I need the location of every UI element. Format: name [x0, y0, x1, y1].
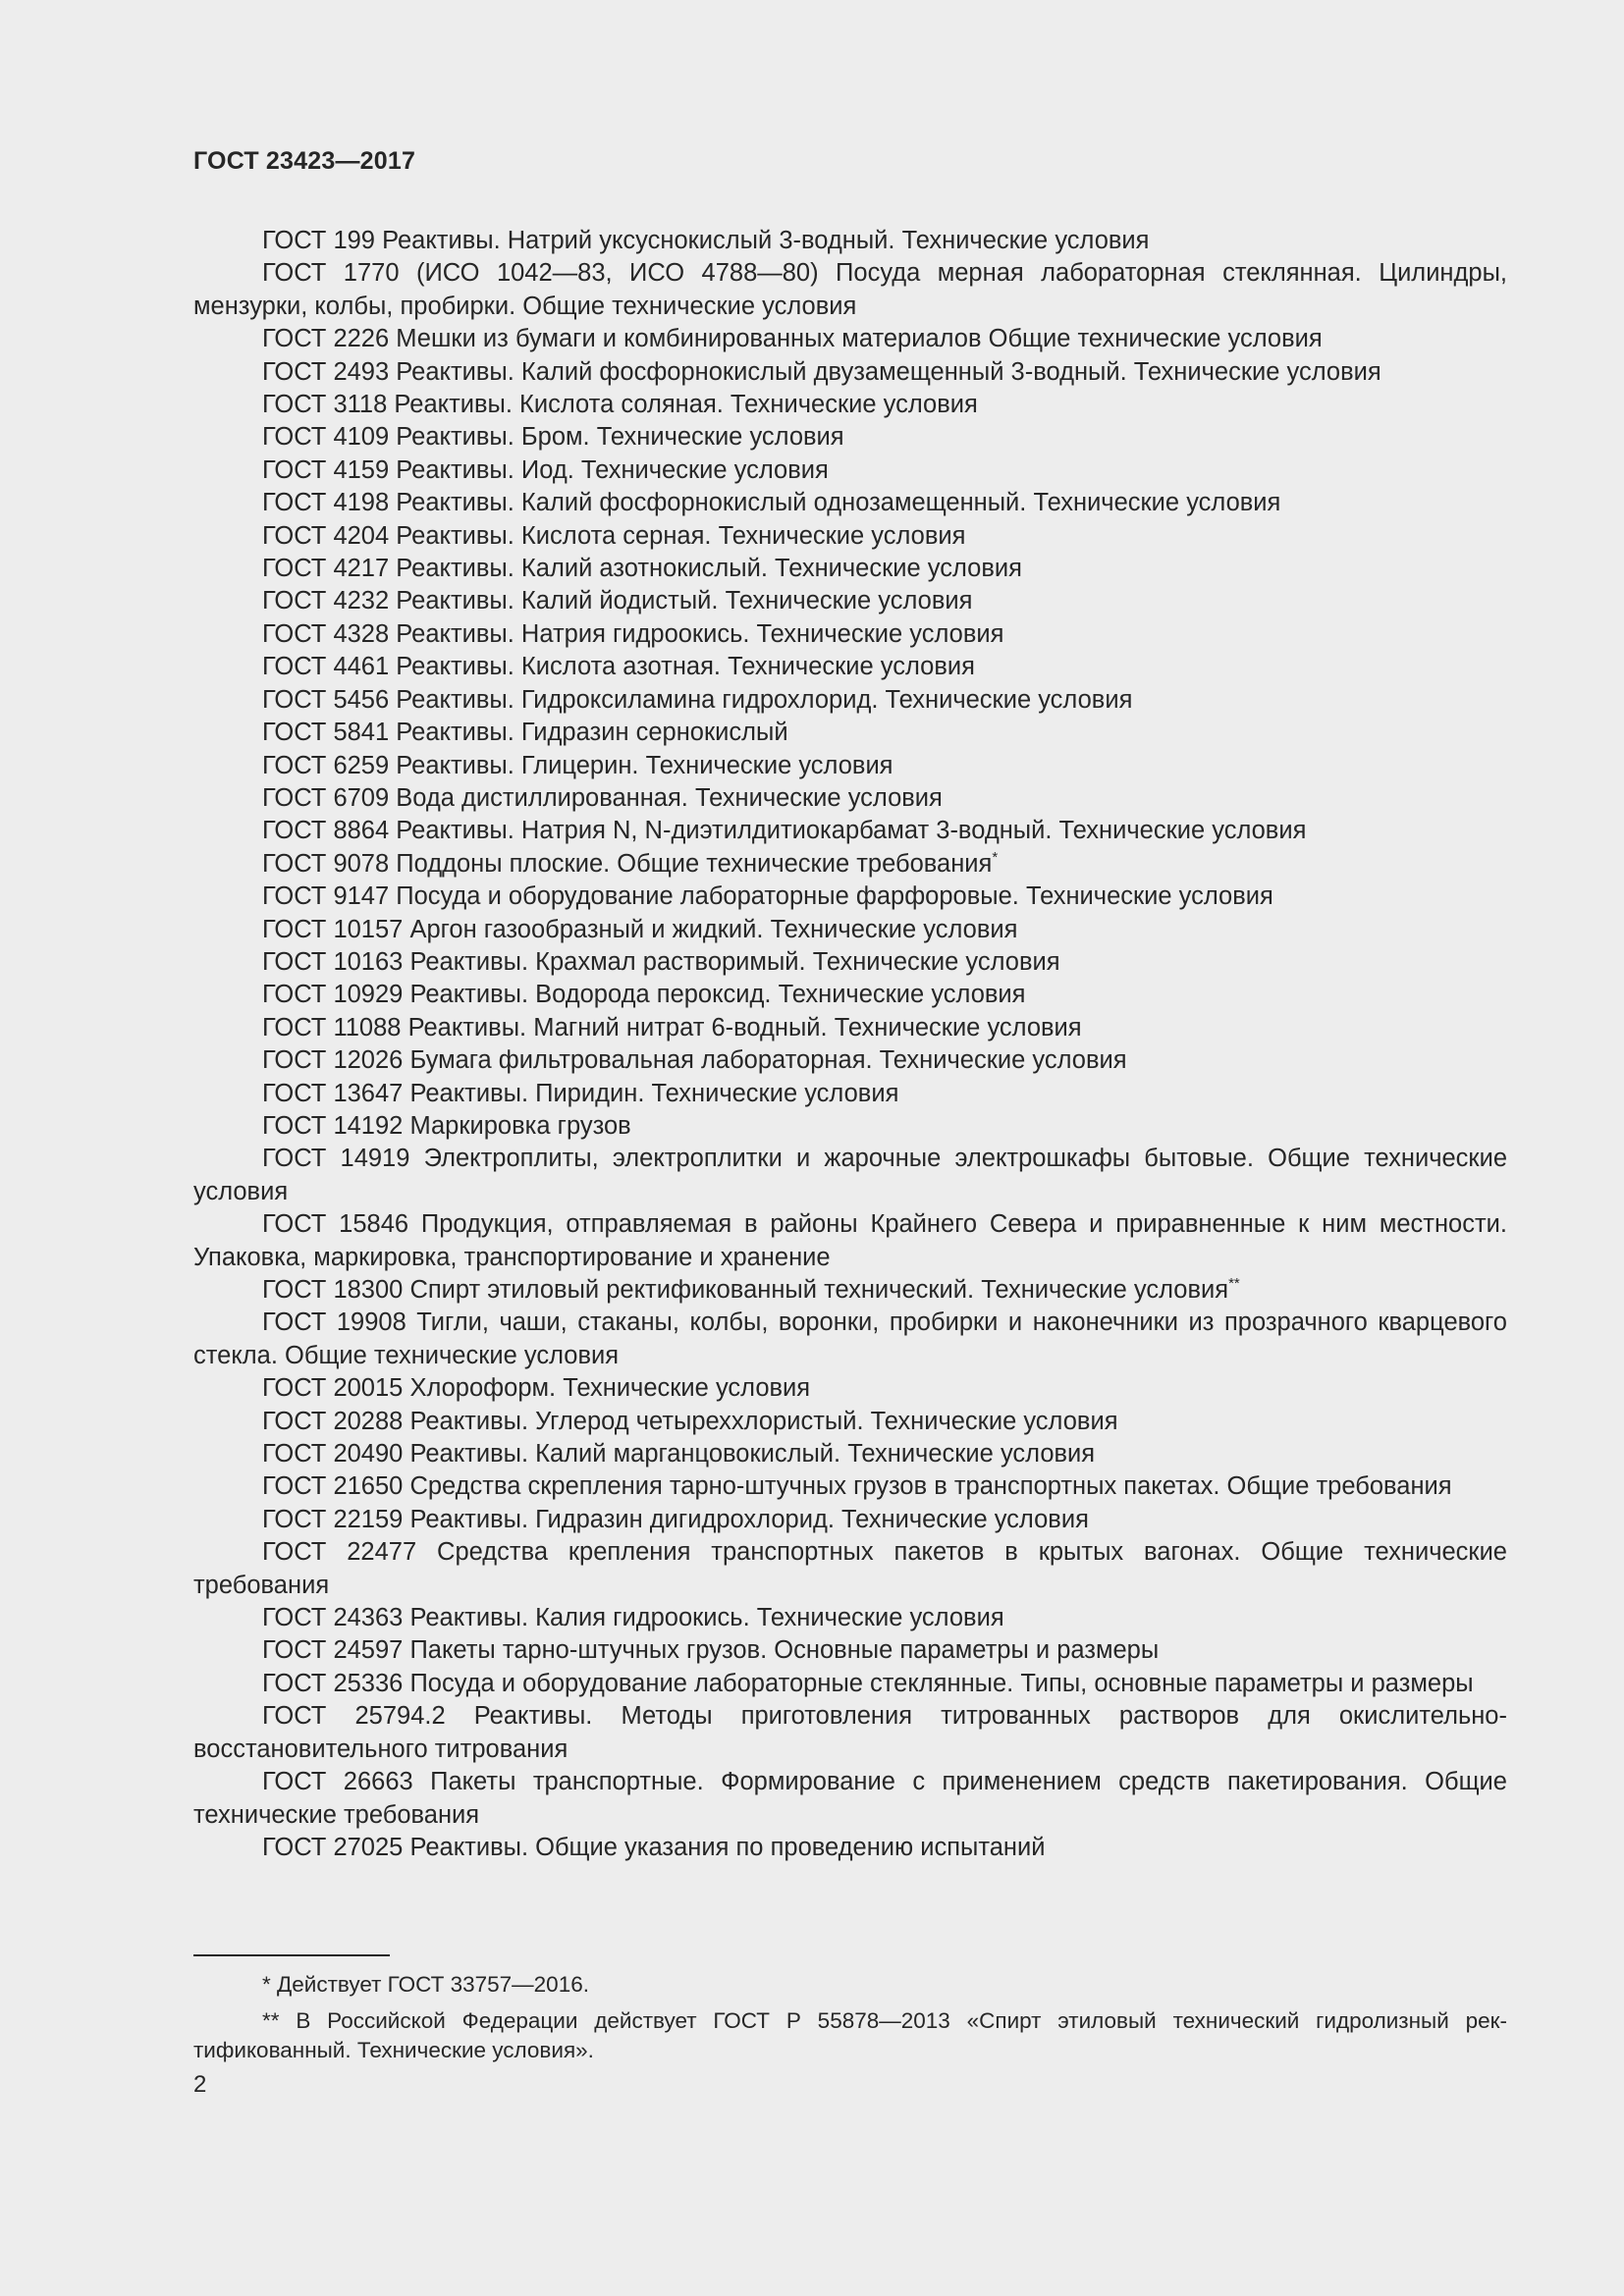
reference-code: ГОСТ 9078	[262, 849, 390, 878]
reference-title: Бумага фильтровальная лабораторная. Технические условия	[409, 1046, 1127, 1075]
reference-title: Реактивы. Кислота серная. Технические условия	[396, 521, 966, 550]
reference-code: ГОСТ 24597	[262, 1636, 404, 1665]
reference-item	[193, 1766, 1507, 1832]
reference-title: Реактивы. Крахмал растворимый. Технические условия	[409, 947, 1060, 976]
reference-code: ГОСТ 6259	[262, 751, 390, 779]
reference-item	[193, 389, 1507, 421]
reference-item	[193, 1470, 1507, 1503]
reference-item	[193, 585, 1507, 617]
reference-title: Реактивы. Иод. Технические условия	[396, 455, 829, 484]
reference-item	[193, 979, 1507, 1011]
footnote-mark: **	[262, 2008, 280, 2033]
reference-item	[193, 848, 1507, 881]
reference-code: ГОСТ 22159	[262, 1505, 404, 1533]
reference-item	[193, 1078, 1507, 1110]
reference-code: ГОСТ 20490	[262, 1440, 404, 1468]
reference-title: Реактивы. Калий фосфорнокислый двузамещенный 3-водный. Технические условия	[396, 357, 1381, 386]
reference-code: ГОСТ 14919	[262, 1145, 410, 1173]
page-number: 2	[193, 2071, 207, 2098]
reference-code: ГОСТ 25336	[262, 1669, 404, 1697]
reference-code: ГОСТ 10929	[262, 981, 404, 1009]
reference-item	[193, 1143, 1507, 1208]
reference-title: Тигли, чаши, стаканы, колбы, воронки, пробирки и наконечники из прозрачного кварцевого стекла. Общие технические условия	[193, 1308, 1507, 1369]
reference-item	[193, 1274, 1507, 1307]
reference-title: Реактивы. Калий фосфорнокислый однозамещенный. Технические условия	[396, 489, 1281, 517]
reference-title: Реактивы. Натрия N, N-диэтилдитиокарбамат 3-водный. Технические условия	[396, 817, 1307, 845]
reference-code: ГОСТ 5456	[262, 685, 390, 714]
reference-item	[193, 651, 1507, 683]
reference-title: Реактивы. Калий азотнокислый. Технические условия	[396, 555, 1022, 583]
footnote	[193, 1970, 1507, 2000]
reference-title: Реактивы. Магний нитрат 6-водный. Технические условия	[407, 1013, 1082, 1041]
reference-item	[193, 1832, 1507, 1864]
reference-code: ГОСТ 25794.2	[262, 1702, 446, 1731]
reference-code: ГОСТ 8864	[262, 817, 390, 845]
footnote	[193, 2006, 1507, 2065]
reference-title: Хлороформ. Технические условия	[409, 1374, 811, 1403]
document-header: ГОСТ 23423—2017	[193, 147, 416, 175]
reference-title: Поддоны плоские. Общие технические требования	[396, 849, 993, 878]
reference-item	[193, 1602, 1507, 1634]
reference-title: Реактивы. Водорода пероксид. Технические условия	[409, 981, 1026, 1009]
reference-item	[193, 946, 1507, 979]
reference-title: (ИСО 1042—83, ИСО 4788—80) Посуда мерная лабораторная стеклянная. Цилиндры, мензурки, колбы, пробирки. Общие технические условия	[193, 259, 1507, 320]
reference-title: Реактивы. Гидразин дигидрохлорид. Технические условия	[409, 1505, 1089, 1533]
reference-code: ГОСТ 4109	[262, 423, 390, 452]
reference-code: ГОСТ 11088	[262, 1013, 402, 1041]
reference-code: ГОСТ 24363	[262, 1604, 404, 1632]
reference-item	[193, 618, 1507, 651]
reference-item	[193, 454, 1507, 487]
normative-references-list	[193, 225, 1507, 1864]
reference-title: Реактивы. Натрия гидроокись. Технические условия	[396, 619, 1004, 648]
reference-item	[193, 520, 1507, 553]
reference-title: Реактивы. Кислота азотная. Технические условия	[396, 653, 975, 681]
footnote-marker: *	[992, 848, 999, 866]
reference-item	[193, 421, 1507, 454]
reference-title: Посуда и оборудование лабораторные фарфоровые. Технические условия	[396, 882, 1273, 911]
reference-code: ГОСТ 199	[262, 227, 375, 254]
reference-title: Электроплиты, электроплитки и жарочные электрошкафы бытовые. Общие технические условия	[193, 1145, 1507, 1205]
reference-code: ГОСТ 12026	[262, 1046, 404, 1075]
reference-item	[193, 782, 1507, 815]
reference-code: ГОСТ 15846	[262, 1210, 409, 1239]
reference-title: Реактивы. Гидразин сернокислый	[396, 719, 788, 747]
reference-item	[193, 553, 1507, 585]
footnotes	[193, 1970, 1507, 2072]
reference-code: ГОСТ 9147	[262, 882, 390, 911]
reference-code: ГОСТ 22477	[262, 1538, 417, 1567]
reference-item	[193, 750, 1507, 782]
reference-code: ГОСТ 4217	[262, 555, 390, 583]
reference-item	[193, 1372, 1507, 1405]
reference-item	[193, 225, 1507, 257]
footnote-text: В Российской Федерации действует ГОСТ Р 55878—2013 «Спирт этиловый технический гидролизный рек-тификованный. Технические условия».	[193, 2008, 1507, 2062]
reference-code: ГОСТ 19908	[262, 1308, 406, 1337]
footnote-text: Действует ГОСТ 33757—2016.	[277, 1972, 589, 1997]
reference-code: ГОСТ 4232	[262, 587, 390, 615]
reference-title: Продукция, отправляемая в районы Крайнего Севера и приравненные к ним местности. Упаковка, маркировка, транспортирование и хранение	[193, 1210, 1507, 1271]
reference-item	[193, 1406, 1507, 1438]
reference-item	[193, 323, 1507, 355]
reference-title: Спирт этиловый ректификованный технический. Технические условия	[409, 1276, 1229, 1304]
reference-title: Пакеты транспортные. Формирование с применением средств пакетирования. Общие технические требования	[193, 1768, 1507, 1829]
reference-item	[193, 881, 1507, 913]
reference-item	[193, 1700, 1507, 1766]
reference-code: ГОСТ 3118	[262, 391, 388, 419]
reference-title: Вода дистиллированная. Технические условия	[396, 783, 943, 812]
reference-code: ГОСТ 20015	[262, 1374, 404, 1403]
reference-title: Мешки из бумаги и комбинированных материалов Общие технические условия	[396, 325, 1323, 353]
reference-title: Реактивы. Кислота соляная. Технические условия	[394, 391, 978, 419]
reference-title: Реактивы. Пиридин. Технические условия	[409, 1079, 899, 1107]
reference-item	[193, 1307, 1507, 1372]
reference-title: Реактивы. Калий марганцовокислый. Технические условия	[409, 1440, 1096, 1468]
reference-item	[193, 487, 1507, 519]
reference-code: ГОСТ 4461	[262, 653, 390, 681]
reference-code: ГОСТ 14192	[262, 1111, 404, 1140]
reference-item	[193, 914, 1507, 946]
reference-item	[193, 1668, 1507, 1700]
reference-code: ГОСТ 10163	[262, 947, 404, 976]
reference-title: Реактивы. Калий йодистый. Технические условия	[396, 587, 973, 615]
footnote-marker: **	[1228, 1275, 1240, 1292]
footnote-mark: *	[262, 1972, 271, 1997]
reference-code: ГОСТ 6709	[262, 783, 390, 812]
reference-item	[193, 356, 1507, 389]
reference-code: ГОСТ 26663	[262, 1768, 413, 1796]
reference-item	[193, 1438, 1507, 1470]
reference-title: Посуда и оборудование лабораторные стеклянные. Типы, основные параметры и размеры	[409, 1669, 1474, 1697]
reference-item	[193, 1208, 1507, 1274]
reference-code: ГОСТ 2493	[262, 357, 390, 386]
reference-code: ГОСТ 18300	[262, 1276, 404, 1304]
reference-item	[193, 1536, 1507, 1602]
reference-title: Реактивы. Углерод четыреххлористый. Технические условия	[409, 1407, 1118, 1435]
reference-code: ГОСТ 4159	[262, 455, 390, 484]
reference-code: ГОСТ 5841	[262, 719, 390, 747]
reference-item	[193, 717, 1507, 749]
reference-title: Реактивы. Общие указания по проведению испытаний	[409, 1833, 1046, 1861]
reference-code: ГОСТ 27025	[262, 1833, 404, 1861]
reference-code: ГОСТ 4204	[262, 521, 390, 550]
reference-title: Аргон газообразный и жидкий. Технические условия	[409, 915, 1018, 943]
footnote-separator	[193, 1954, 390, 1956]
reference-item	[193, 1044, 1507, 1077]
reference-code: ГОСТ 1770	[262, 259, 400, 288]
reference-item	[193, 257, 1507, 323]
reference-title: Средства крепления транспортных пакетов в крытых вагонах. Общие технические требования	[193, 1538, 1507, 1599]
reference-title: Маркировка грузов	[409, 1111, 631, 1140]
reference-title: Средства скрепления тарно-штучных грузов в транспортных пакетах. Общие требования	[409, 1472, 1452, 1501]
reference-title: Реактивы. Бром. Технические условия	[396, 423, 844, 452]
reference-item	[193, 1634, 1507, 1667]
reference-code: ГОСТ 2226	[262, 325, 390, 353]
reference-title: Пакеты тарно-штучных грузов. Основные параметры и размеры	[409, 1636, 1160, 1665]
reference-title: Реактивы. Натрий уксуснокислый 3-водный. Технические условия	[382, 227, 1150, 254]
reference-code: ГОСТ 13647	[262, 1079, 404, 1107]
reference-title: Реактивы. Калия гидроокись. Технические условия	[409, 1604, 1004, 1632]
reference-code: ГОСТ 20288	[262, 1407, 404, 1435]
reference-item	[193, 684, 1507, 717]
reference-item	[193, 1012, 1507, 1044]
reference-item	[193, 1504, 1507, 1536]
reference-code: ГОСТ 21650	[262, 1472, 404, 1501]
reference-title: Реактивы. Глицерин. Технические условия	[396, 751, 893, 779]
reference-title: Реактивы. Гидроксиламина гидрохлорид. Технические условия	[396, 685, 1133, 714]
reference-item	[193, 1110, 1507, 1143]
reference-title: Реактивы. Методы приготовления титрованных растворов для окислительно-восстановительного титрования	[193, 1702, 1507, 1763]
reference-code: ГОСТ 4328	[262, 619, 390, 648]
reference-code: ГОСТ 4198	[262, 489, 390, 517]
reference-item	[193, 815, 1507, 847]
reference-code: ГОСТ 10157	[262, 915, 404, 943]
